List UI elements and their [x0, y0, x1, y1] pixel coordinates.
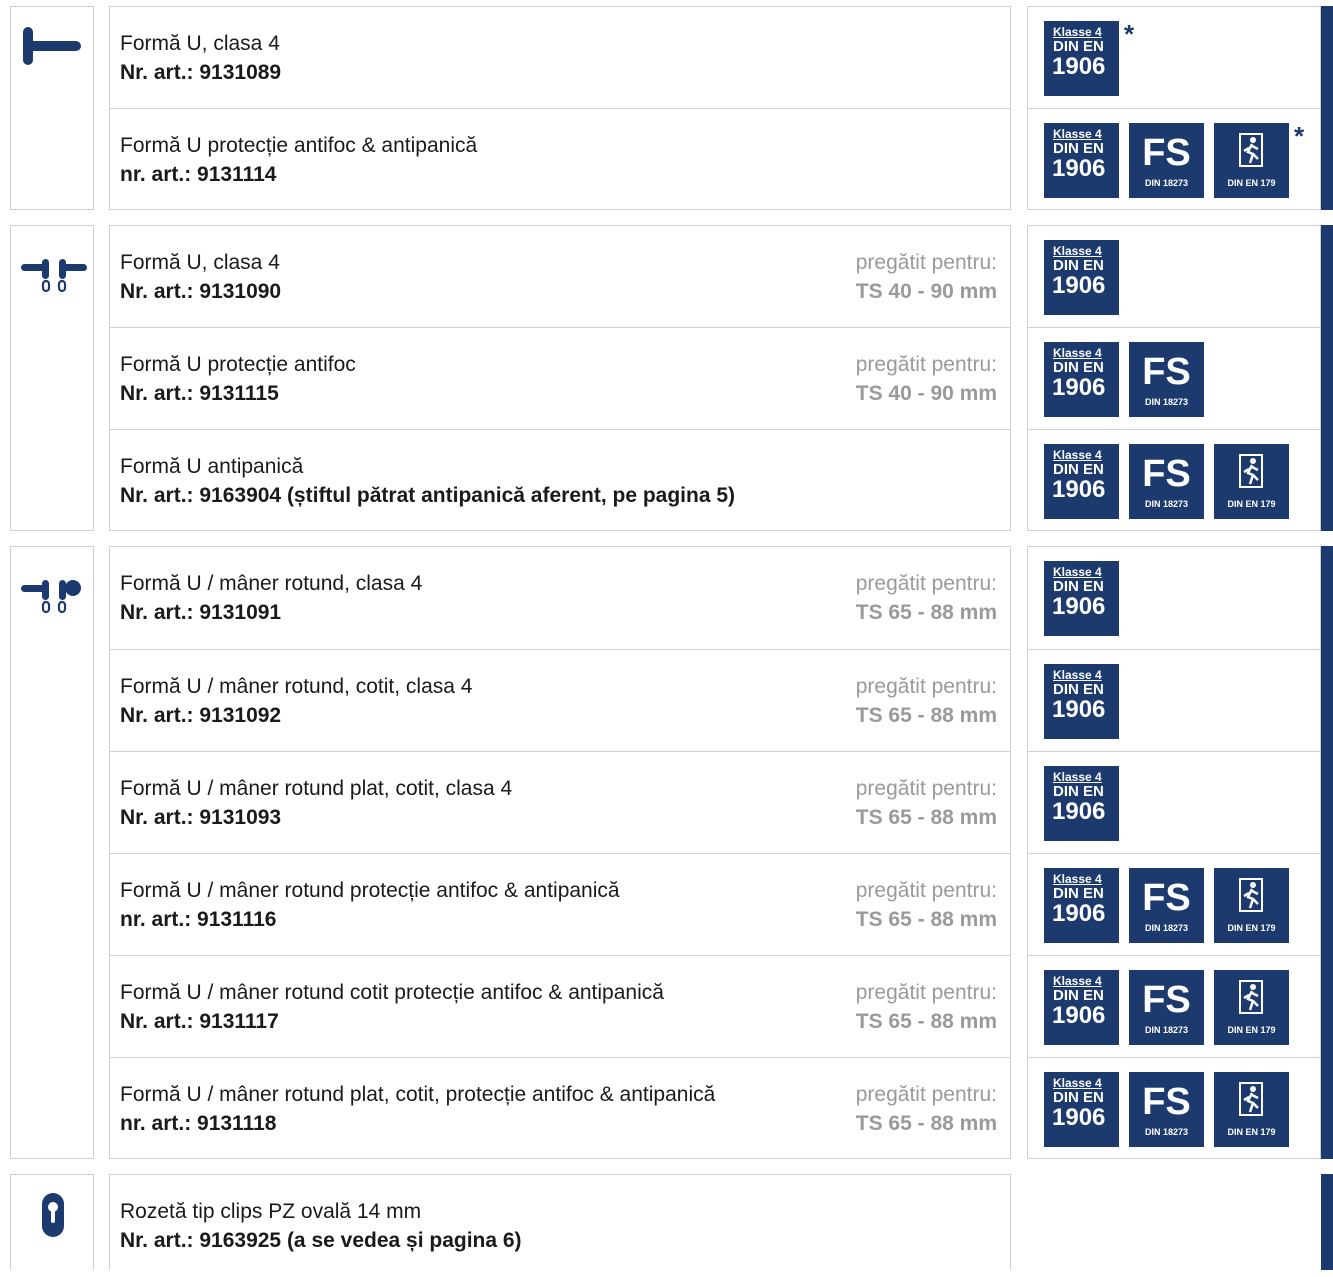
product-row	[110, 327, 1010, 430]
emergency-exit-badge	[1214, 444, 1289, 519]
product-icon-cell	[10, 225, 94, 531]
article-number: Nr. art.: 9131117	[120, 1010, 279, 1033]
badge-text: FS	[1142, 979, 1191, 1021]
badge-text: DIN EN	[1053, 987, 1104, 1004]
product-title: Formă U, clasa 4	[120, 251, 280, 274]
badge-text: FS	[1142, 1081, 1191, 1123]
prepared-for-label: pregătit pentru:	[855, 572, 997, 595]
klasse4-din-en-1906-badge	[1044, 240, 1119, 315]
badge-text: DIN 18273	[1144, 923, 1189, 933]
klasse4-din-en-1906-badge	[1044, 664, 1119, 739]
product-group	[109, 225, 1011, 531]
emergency-exit-badge	[1214, 1072, 1289, 1147]
article-number: nr. art.: 9131116	[120, 908, 277, 931]
article-number: Nr. art.: 9131090	[120, 280, 282, 303]
accent-bar	[1321, 225, 1333, 531]
product-icon-cell	[10, 6, 94, 210]
badge-text: Klasse 4	[1053, 25, 1102, 39]
product-row	[110, 853, 1010, 956]
article-number: Nr. art.: 9163904 (știftul pătrat antipanică aferent, pe pagina 5)	[120, 484, 736, 507]
accent-bar	[1321, 546, 1333, 1159]
product-row	[110, 7, 1010, 109]
badge-text: Klasse 4	[1053, 565, 1102, 579]
badge-text: DIN EN 179	[1227, 1127, 1276, 1137]
article-number: Nr. art.: 9131091	[120, 601, 282, 624]
badge-text: 1906	[1052, 900, 1106, 927]
klasse4-din-en-1906-badge	[1044, 561, 1119, 636]
badge-text: 1906	[1052, 593, 1106, 620]
door-thickness-range: TS 40 - 90 mm	[855, 280, 997, 303]
badge-text: 1906	[1052, 1104, 1106, 1131]
product-icon-cell	[10, 546, 94, 1159]
klasse4-din-en-1906-badge	[1044, 766, 1119, 841]
article-number: Nr. art.: 9131115	[120, 382, 279, 405]
badge-text: DIN EN	[1053, 140, 1104, 157]
product-row	[110, 1057, 1010, 1160]
badge-text: 1906	[1052, 1002, 1106, 1029]
product-row	[110, 649, 1010, 752]
badge-text: DIN EN	[1053, 681, 1104, 698]
product-title: Formă U / mâner rotund plat, cotit, clasa 4	[120, 777, 513, 800]
product-group	[109, 6, 1011, 210]
certification-row	[1028, 108, 1320, 211]
product-title: Rozetă tip clips PZ ovală 14 mm	[120, 1200, 422, 1223]
product-title: Formă U / mâner rotund, cotit, clasa 4	[120, 675, 473, 698]
klasse4-din-en-1906-badge	[1044, 123, 1119, 198]
certification-row	[1028, 751, 1320, 854]
emergency-exit-icon	[1239, 878, 1263, 912]
product-row	[110, 226, 1010, 328]
fire-protection-fs-badge	[1129, 868, 1204, 943]
door-thickness-range: TS 65 - 88 mm	[855, 704, 997, 727]
klasse4-din-en-1906-badge	[1044, 970, 1119, 1045]
product-group	[109, 1174, 1011, 1270]
badge-text: 1906	[1052, 374, 1106, 401]
badge-text: DIN EN	[1053, 783, 1104, 800]
klasse4-din-en-1906-badge	[1044, 21, 1119, 96]
badge-text: DIN EN	[1053, 257, 1104, 274]
prepared-for-label: pregătit pentru:	[855, 879, 997, 902]
emergency-exit-icon	[1239, 133, 1263, 167]
badge-text: DIN EN	[1053, 461, 1104, 478]
klasse4-din-en-1906-badge	[1044, 868, 1119, 943]
emergency-exit-badge	[1214, 970, 1289, 1045]
article-number: Nr. art.: 9163925 (a se vedea și pagina 6)	[120, 1229, 522, 1252]
badge-text: FS	[1142, 132, 1191, 174]
fire-protection-fs-badge	[1129, 444, 1204, 519]
certification-group	[1027, 225, 1321, 531]
product-title: Formă U, clasa 4	[120, 32, 280, 55]
certification-row	[1028, 955, 1320, 1058]
door-thickness-range: TS 65 - 88 mm	[855, 601, 997, 624]
prepared-for-label: pregătit pentru:	[855, 251, 997, 274]
badge-text: DIN EN 179	[1227, 178, 1276, 188]
certification-group	[1027, 6, 1321, 210]
badge-text: Klasse 4	[1053, 668, 1102, 682]
badge-text: 1906	[1052, 798, 1106, 825]
product-title: Formă U / mâner rotund cotit protecție antifoc & antipanică	[120, 981, 664, 1004]
door-thickness-range: TS 40 - 90 mm	[855, 382, 997, 405]
product-row	[110, 1175, 1010, 1277]
badge-text: DIN EN	[1053, 38, 1104, 55]
door-thickness-range: TS 65 - 88 mm	[855, 806, 997, 829]
article-number: Nr. art.: 9131092	[120, 704, 282, 727]
badge-text: Klasse 4	[1053, 1076, 1102, 1090]
certification-row	[1028, 547, 1320, 649]
article-number: nr. art.: 9131118	[120, 1112, 277, 1135]
product-title: Formă U / mâner rotund, clasa 4	[120, 572, 423, 595]
badge-text: DIN EN 179	[1227, 1025, 1276, 1035]
klasse4-din-en-1906-badge	[1044, 444, 1119, 519]
badge-text: Klasse 4	[1053, 872, 1102, 886]
certification-row	[1028, 327, 1320, 430]
klasse4-din-en-1906-badge	[1044, 1072, 1119, 1147]
emergency-exit-badge	[1214, 868, 1289, 943]
badge-text: 1906	[1052, 272, 1106, 299]
badge-text: DIN 18273	[1144, 499, 1189, 509]
product-title: Formă U protecție antifoc	[120, 353, 356, 376]
badge-text: DIN EN	[1053, 578, 1104, 595]
product-row	[110, 108, 1010, 211]
article-number: Nr. art.: 9131093	[120, 806, 282, 829]
product-row	[110, 429, 1010, 532]
fire-protection-fs-badge	[1129, 970, 1204, 1045]
badge-text: DIN EN 179	[1227, 499, 1276, 509]
certification-row	[1028, 1057, 1320, 1160]
product-title: Formă U / mâner rotund plat, cotit, protecție antifoc & antipanică	[120, 1083, 716, 1106]
prepared-for-label: pregătit pentru:	[855, 777, 997, 800]
badge-text: DIN 18273	[1144, 397, 1189, 407]
badge-text: Klasse 4	[1053, 127, 1102, 141]
fire-protection-fs-badge	[1129, 1072, 1204, 1147]
accent-bar	[1321, 1174, 1333, 1270]
double-lever-handle-icon	[19, 234, 87, 294]
product-row	[110, 955, 1010, 1058]
lever-handle-icon	[19, 15, 87, 75]
product-group	[109, 546, 1011, 1159]
accent-bar	[1321, 6, 1333, 210]
certification-row	[1028, 649, 1320, 752]
product-row	[110, 547, 1010, 649]
door-thickness-range: TS 65 - 88 mm	[855, 908, 997, 931]
prepared-for-label: pregătit pentru:	[855, 675, 997, 698]
badge-text: Klasse 4	[1053, 770, 1102, 784]
asterisk-note: *	[1124, 19, 1135, 49]
certification-group	[1027, 546, 1321, 1159]
door-thickness-range: TS 65 - 88 mm	[855, 1010, 997, 1033]
article-number: Nr. art.: 9131089	[120, 61, 282, 84]
emergency-exit-icon	[1239, 1082, 1263, 1116]
badge-text: 1906	[1052, 476, 1106, 503]
product-row	[110, 751, 1010, 854]
badge-text: FS	[1142, 453, 1191, 495]
certification-row	[1028, 7, 1320, 109]
badge-text: DIN 18273	[1144, 1025, 1189, 1035]
klasse4-din-en-1906-badge	[1044, 342, 1119, 417]
prepared-for-label: pregătit pentru:	[855, 1083, 997, 1106]
product-icon-cell	[10, 1174, 94, 1270]
door-thickness-range: TS 65 - 88 mm	[855, 1112, 997, 1135]
product-title: Formă U antipanică	[120, 455, 304, 478]
badge-text: Klasse 4	[1053, 974, 1102, 988]
badge-text: DIN EN	[1053, 359, 1104, 376]
badge-text: FS	[1142, 877, 1191, 919]
asterisk-note: *	[1294, 121, 1305, 151]
badge-text: 1906	[1052, 53, 1106, 80]
prepared-for-label: pregătit pentru:	[855, 353, 997, 376]
article-number: nr. art.: 9131114	[120, 163, 277, 186]
fire-protection-fs-badge	[1129, 342, 1204, 417]
emergency-exit-badge	[1214, 123, 1289, 198]
lever-knob-handle-icon	[19, 555, 87, 615]
emergency-exit-icon	[1239, 454, 1263, 488]
badge-text: DIN EN	[1053, 885, 1104, 902]
badge-text: DIN EN 179	[1227, 923, 1276, 933]
keyhole-rosette-icon	[19, 1183, 87, 1243]
badge-text: 1906	[1052, 696, 1106, 723]
prepared-for-label: pregătit pentru:	[855, 981, 997, 1004]
certification-row	[1028, 853, 1320, 956]
badge-text: 1906	[1052, 155, 1106, 182]
badge-text: DIN 18273	[1144, 178, 1189, 188]
fire-protection-fs-badge	[1129, 123, 1204, 198]
badge-text: DIN EN	[1053, 1089, 1104, 1106]
product-title: Formă U / mâner rotund protecție antifoc & antipanică	[120, 879, 620, 902]
badge-text: FS	[1142, 351, 1191, 393]
badge-text: DIN 18273	[1144, 1127, 1189, 1137]
badge-text: Klasse 4	[1053, 346, 1102, 360]
product-title: Formă U protecție antifoc & antipanică	[120, 134, 478, 157]
certification-row	[1028, 226, 1320, 328]
badge-text: Klasse 4	[1053, 448, 1102, 462]
emergency-exit-icon	[1239, 980, 1263, 1014]
certification-row	[1028, 429, 1320, 532]
badge-text: Klasse 4	[1053, 244, 1102, 258]
